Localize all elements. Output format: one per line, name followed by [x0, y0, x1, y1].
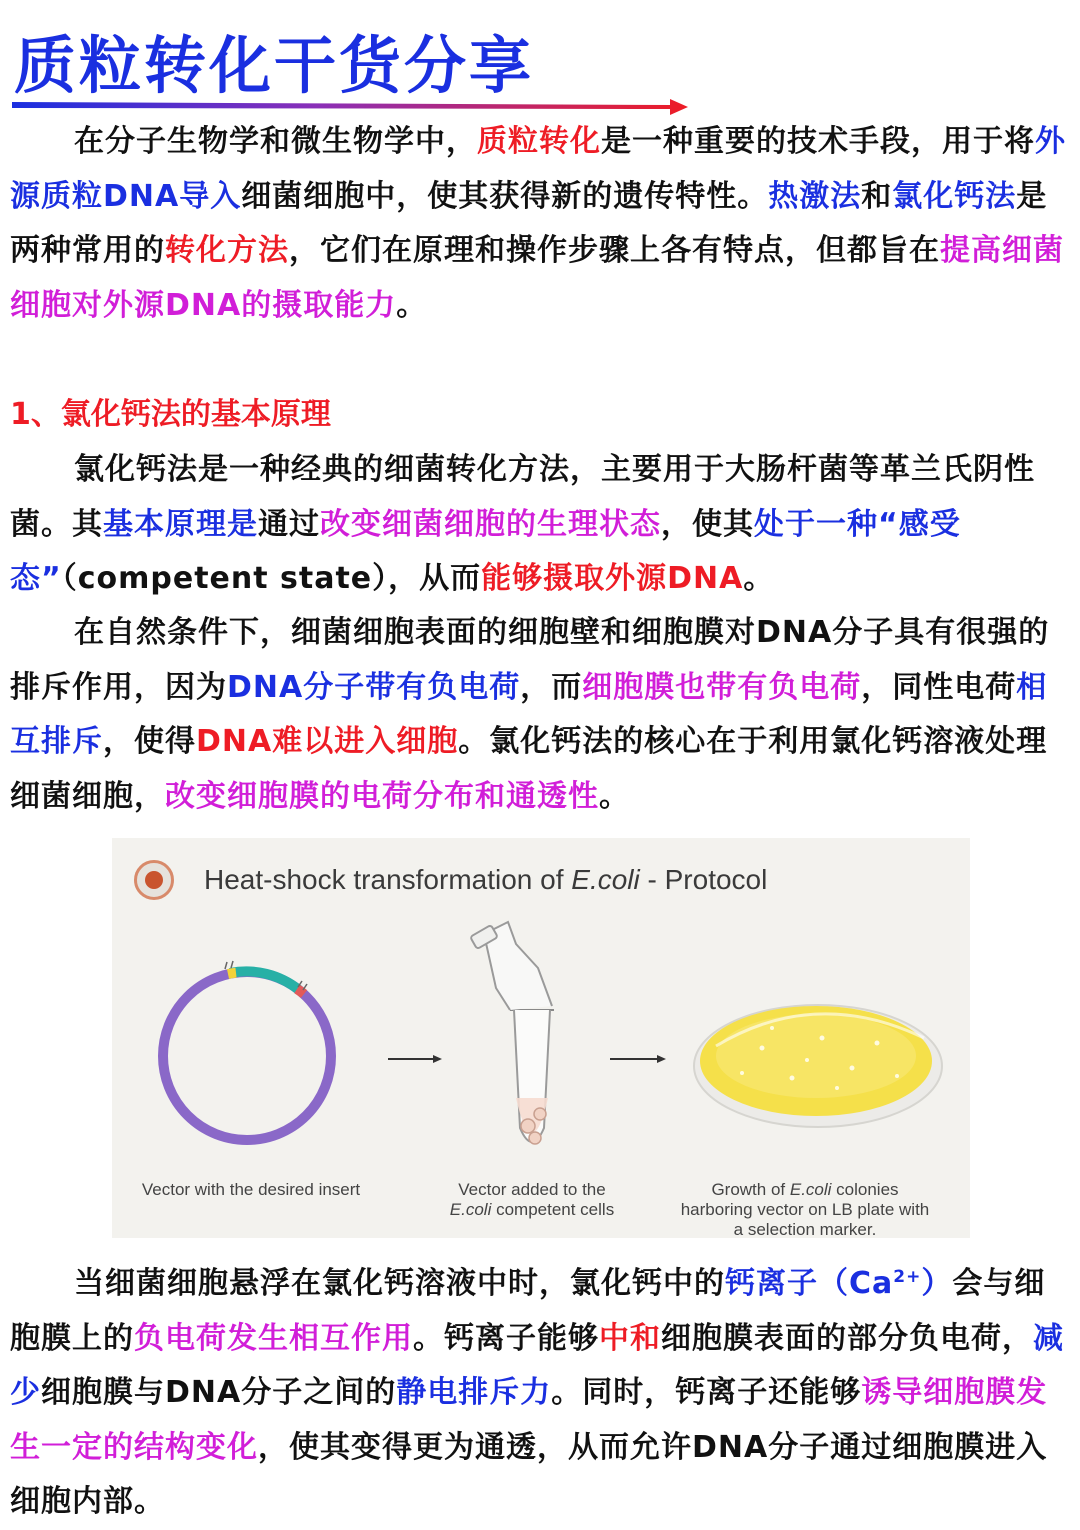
- hl-improve-uptake: 提高细菌细胞对外源DNA的摄取能力: [10, 233, 1064, 323]
- figure-title: Heat-shock transformation of E.coli - Protocol: [204, 864, 768, 895]
- hl-dna-hard-enter: DNA难以进入细胞: [196, 724, 459, 759]
- hl-membrane-negative: 细胞膜也带有负电荷: [582, 669, 862, 705]
- hl-basic-principle: 基本原理是: [103, 506, 258, 542]
- hl-transformation-methods: 转化方法: [165, 233, 289, 268]
- hl-calcium-ion: 钙离子$(Ca^{2+})$: [725, 1266, 953, 1301]
- principle-paragraph: 氯化钙法是一种经典的细菌转化方法，主要用于大肠杆菌等革兰氏阴性菌。其基本原理是通过改变细菌细胞的生理状态，使其处于一种“感受态”（competent state），从而能够摄取外源DNA。: [10, 452, 1035, 596]
- caption-competent-cells: Vector added to the E.coli competent cells: [449, 1180, 615, 1219]
- hl-change-state: 改变细菌细胞的生理状态: [320, 506, 661, 542]
- caption-vector: Vector with the desired insert: [141, 1180, 361, 1199]
- hl-plasmid-transformation: 质粒转化: [477, 124, 601, 159]
- hl-structure-change: 诱导细胞膜发生一定的结构变化: [10, 1375, 1048, 1465]
- step-arrow-2-icon: [610, 1055, 666, 1063]
- hl-electrostatic: 静电排斥力: [396, 1375, 552, 1410]
- hl-interaction: 负电荷发生相互作用: [134, 1320, 413, 1356]
- intro-paragraph: 在分子生物学和微生物学中，质粒转化是一种重要的技术手段，用于将外源质粒DNA导入细菌细胞中，使其获得新的遗传特性。热激法和氯化钙法是两种常用的转化方法，它们在原理和操作步骤上各有特点，但都旨在提高细菌细胞对外源DNA的摄取能力。: [10, 124, 1066, 323]
- hl-foreign-plasmid: 外源质粒DNA导入: [10, 124, 1066, 214]
- hl-repel: 相互排斥: [10, 669, 1048, 759]
- hl-change-permeability: 改变细胞膜的电荷分布和通透性: [165, 778, 599, 814]
- hl-competent: 处于一种“感受态”: [10, 506, 961, 596]
- plasmid-icon: [163, 961, 331, 1140]
- lb-plate-icon: [694, 1005, 942, 1127]
- step-arrow-1-icon: [388, 1055, 442, 1063]
- hl-cacl2-method: 氯化钙法: [892, 178, 1017, 214]
- section-1-heading: 1、氯化钙法的基本原理: [10, 397, 331, 432]
- hl-uptake-dna: 能够摄取外源DNA: [481, 561, 744, 596]
- repulsion-paragraph: 在自然条件下，细菌细胞表面的细胞壁和细胞膜对DNA分子具有很强的排斥作用，因为DNA分子带有负电荷，而细胞膜也带有负电荷，同性电荷相互排斥，使得DNA难以进入细胞。氯化钙法的核心在于利用氯化钙溶液处理细菌细胞，改变细胞膜的电荷分布和通透性。: [10, 615, 1050, 814]
- hl-reduce: 减少: [10, 1320, 1064, 1410]
- protocol-illustration: [112, 838, 970, 1238]
- caption-colonies: Growth of E.coli colonies harboring vector on LB plate with a selection marker.: [680, 1180, 930, 1238]
- hl-dna-negative: DNA分子带有负电荷: [227, 669, 521, 705]
- page-title: 质粒转化干货分享: [14, 29, 535, 102]
- microtube-icon: [470, 922, 554, 1144]
- protocol-figure: [112, 838, 970, 1238]
- hl-neutralize: 中和: [599, 1320, 661, 1356]
- calcium-paragraph: 当细菌细胞悬浮在氯化钙溶液中时，氯化钙中的钙离子$(Ca^{2+})$会与细胞膜上的负电荷发生相互作用。钙离子能够中和细胞膜表面的部分负电荷，减少细胞膜与DNA分子之间的静电排斥力。同时，钙离子还能够诱导细胞膜发生一定的结构变化，使其变得更为通透，从而允许DNA分子通过细胞膜进入细胞内部。: [10, 1266, 1064, 1519]
- title-underline-arrow: [10, 96, 690, 116]
- hl-heat-shock: 热激法: [768, 178, 862, 214]
